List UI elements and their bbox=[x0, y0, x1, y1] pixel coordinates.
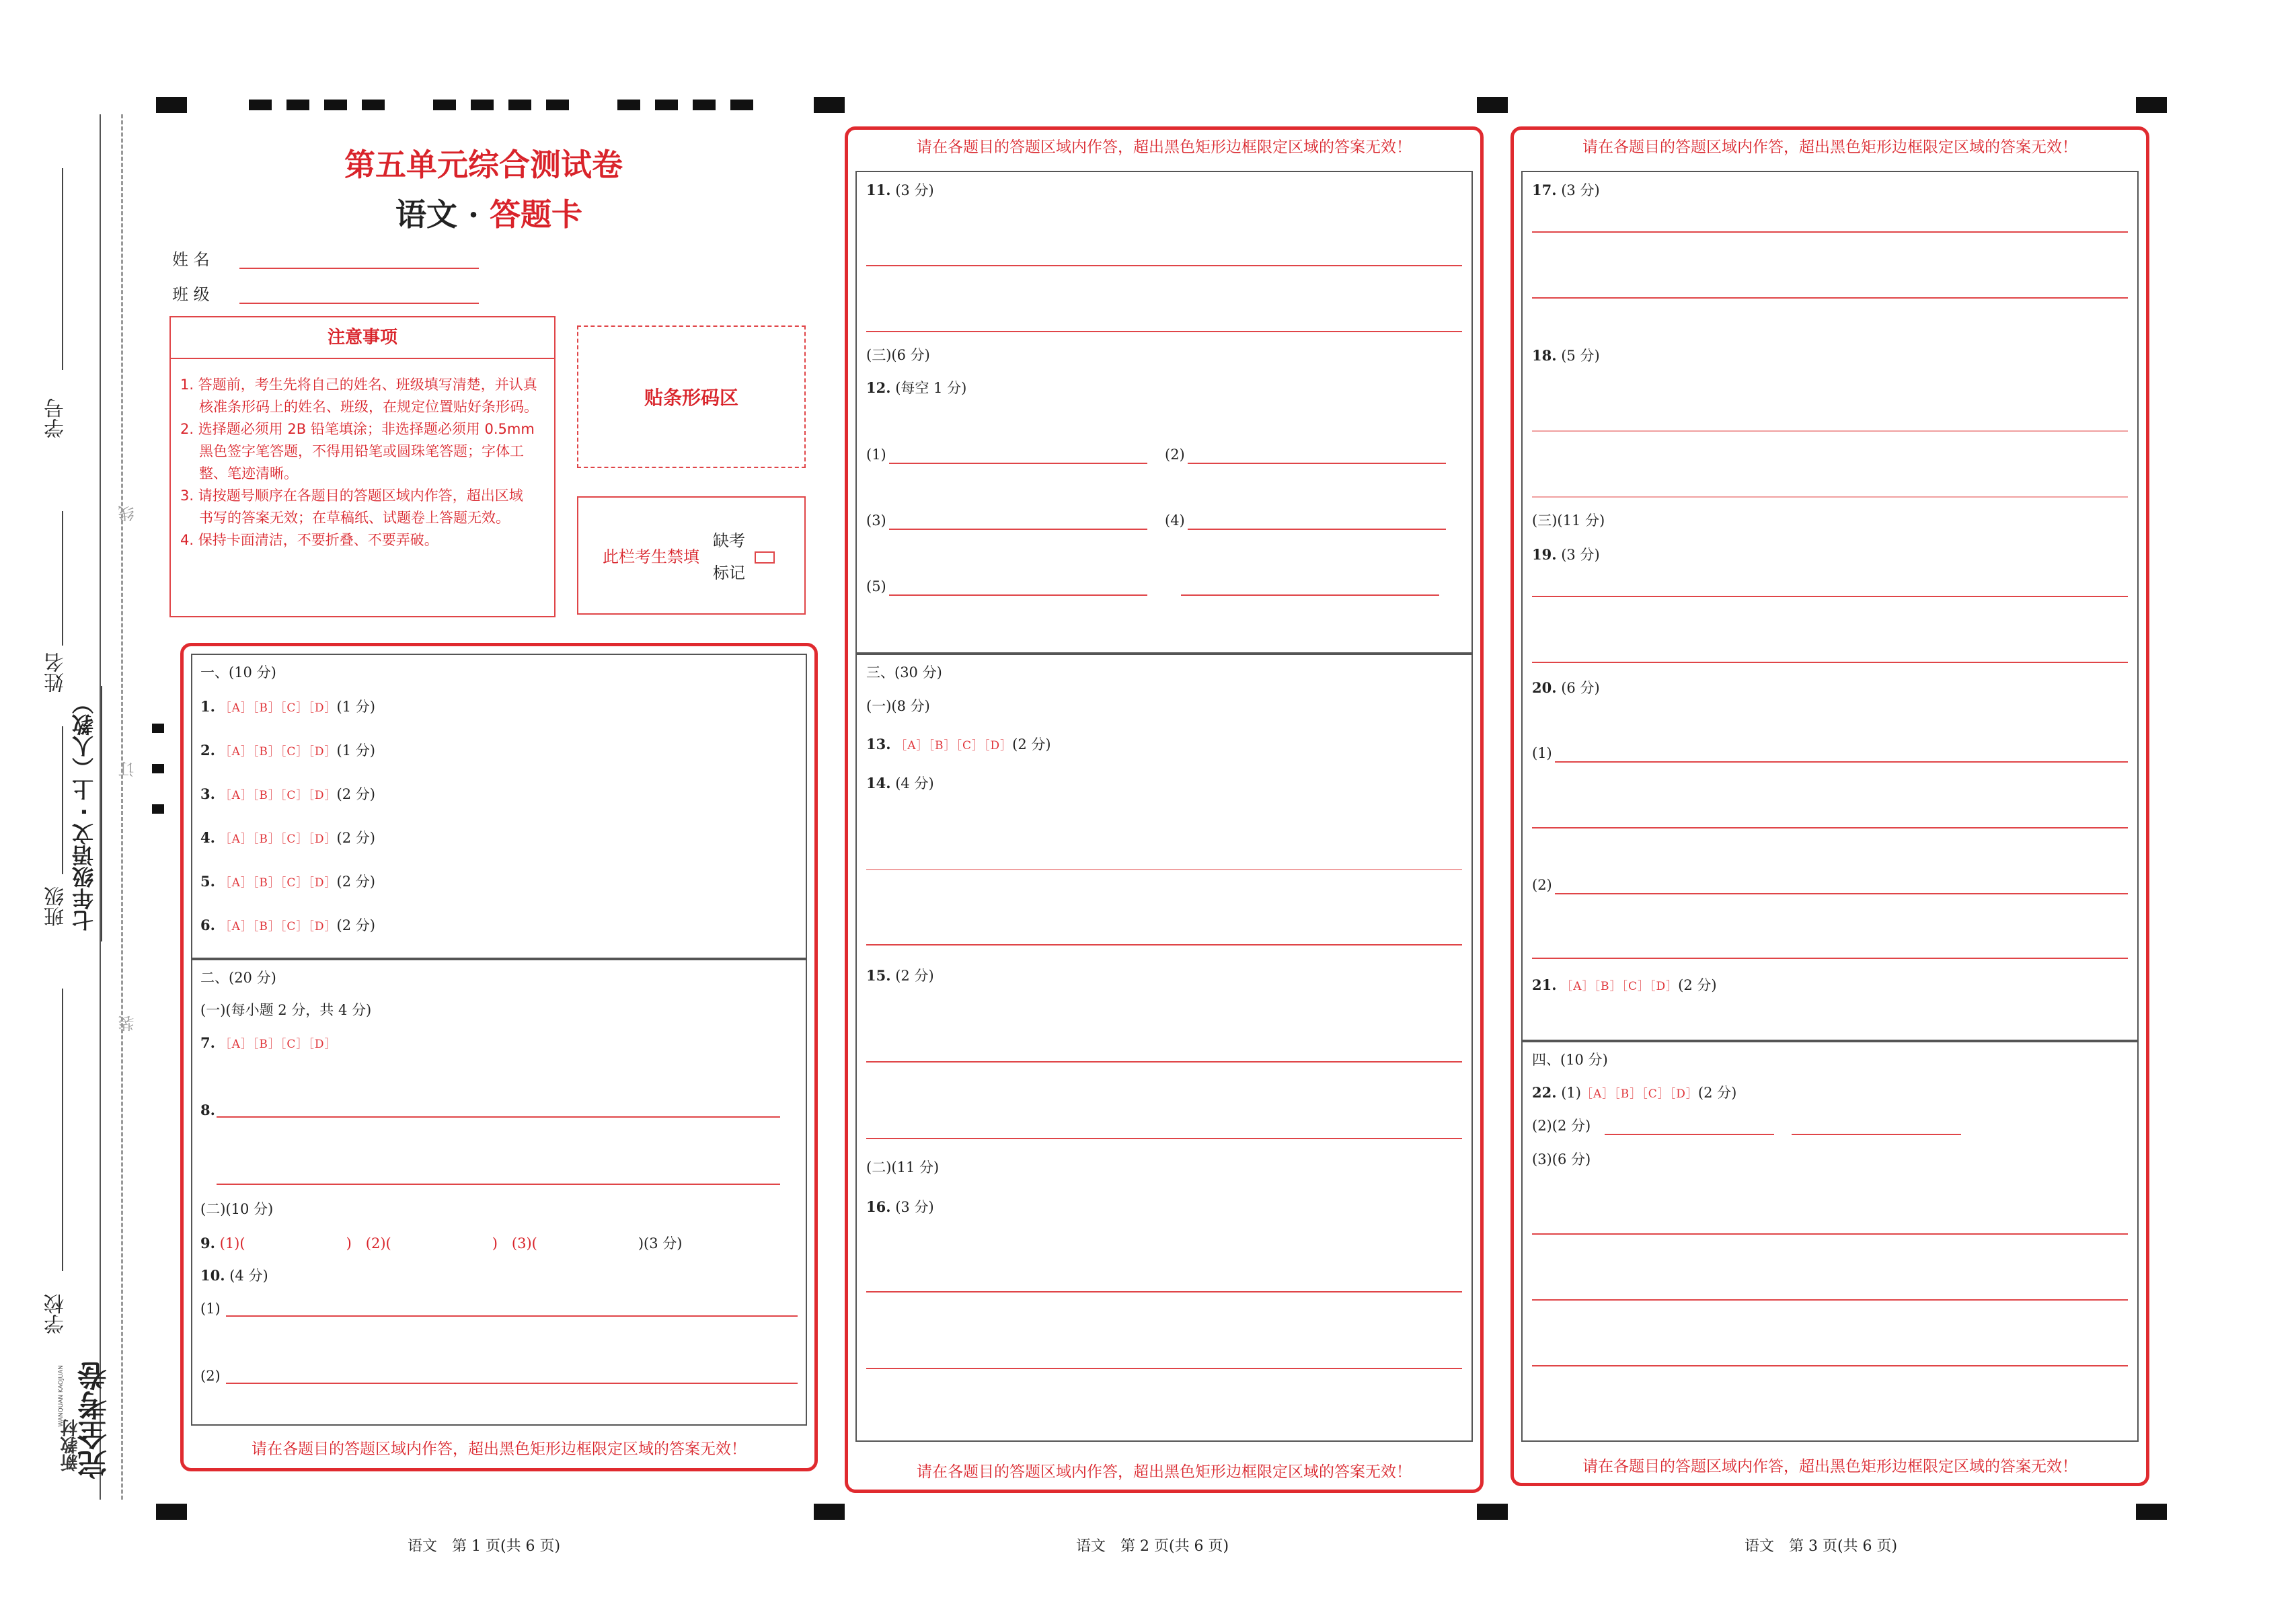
notice-item: 3. 请按题号顺序在各题目的答题区域内作答，超出区域 bbox=[180, 488, 523, 504]
page-title: 第五单元综合测试卷 bbox=[344, 147, 623, 183]
brand-logo: 完全考卷 bbox=[78, 1361, 112, 1479]
answer-line[interactable] bbox=[1532, 231, 2128, 233]
q12-row bbox=[866, 381, 966, 395]
q9-part: ) (3)( bbox=[492, 1235, 537, 1251]
registration-mark bbox=[156, 97, 187, 113]
q12-blank-4-label: (4) bbox=[1165, 512, 1185, 529]
section2-box bbox=[191, 959, 807, 1426]
q-num: 2. bbox=[200, 742, 215, 759]
barcode-area bbox=[577, 325, 806, 468]
answer-line[interactable] bbox=[1181, 594, 1439, 596]
answer-options[interactable]: ［A］［B］［C］［D］ bbox=[219, 1038, 337, 1051]
mc-row-6 bbox=[200, 918, 375, 933]
answer-options[interactable]: ［A］［B］［C］［D］ bbox=[1580, 1087, 1698, 1101]
q-score: (2 分) bbox=[1012, 736, 1051, 753]
subsection-3: (三)(6 分) bbox=[866, 347, 930, 363]
class-field[interactable] bbox=[239, 303, 479, 304]
q-num: 16. bbox=[866, 1198, 891, 1215]
q20-row bbox=[1532, 681, 1600, 695]
absent-checkbox[interactable] bbox=[755, 551, 775, 564]
q12-blank-2-label: (2) bbox=[1165, 447, 1185, 463]
notice-item: 书写的答案无效；在草稿纸、试题卷上答题无效。 bbox=[199, 510, 510, 526]
warning-text: 请在各题目的答题区域内作答，超出黑色矩形边框限定区域的答案无效！ bbox=[1582, 1458, 2077, 1475]
q16-row bbox=[866, 1200, 934, 1214]
warning-text: 请在各题目的答题区域内作答，超出黑色矩形边框限定区域的答案无效！ bbox=[1582, 139, 2077, 156]
page-footer-3: 语文 第 3 页(共 6 页) bbox=[1745, 1538, 1898, 1555]
timing-mark bbox=[152, 764, 164, 773]
name-label: 姓名 bbox=[44, 652, 68, 693]
q18-row bbox=[1532, 348, 1600, 363]
q-score: (4 分) bbox=[895, 775, 934, 792]
q-score: (3 分) bbox=[895, 182, 934, 198]
brand-small: 新教材 bbox=[61, 1419, 81, 1471]
q-num: 17. bbox=[1532, 182, 1557, 198]
page2-lower-box bbox=[855, 654, 1473, 1442]
answer-line[interactable] bbox=[1532, 1233, 2128, 1235]
timing-mark bbox=[508, 100, 531, 110]
answer-line[interactable] bbox=[889, 463, 1147, 464]
q21-row bbox=[1532, 978, 1717, 993]
q-score: (6 分) bbox=[1561, 680, 1600, 696]
subsection-1: (一)(8 分) bbox=[866, 698, 930, 714]
answer-options[interactable]: ［A］［B］［C］［D］ bbox=[219, 833, 337, 846]
q-num: 13. bbox=[866, 736, 891, 753]
q-score: (3 分) bbox=[895, 1199, 934, 1215]
absent-box bbox=[577, 496, 806, 615]
q-num: 11. bbox=[866, 182, 891, 198]
answer-line[interactable] bbox=[226, 1383, 798, 1384]
absent-mark-label-2: 标记 bbox=[713, 564, 745, 582]
q22-row bbox=[1532, 1085, 1736, 1100]
registration-mark bbox=[1477, 97, 1508, 113]
notice-item: 核准条形码上的姓名、班级，在规定位置贴好条形码。 bbox=[199, 399, 538, 415]
q-num: 1. bbox=[200, 698, 215, 715]
q14-row bbox=[866, 776, 934, 791]
page-footer-1: 语文 第 1 页(共 6 页) bbox=[408, 1538, 561, 1555]
q-num: 18. bbox=[1532, 347, 1557, 364]
timing-mark bbox=[655, 100, 678, 110]
notice-title: 注意事项 bbox=[171, 317, 554, 359]
q-num: 20. bbox=[1532, 679, 1557, 696]
answer-options[interactable]: ［A］［B］［C］［D］ bbox=[219, 920, 337, 933]
q10-part-1: (1) bbox=[200, 1301, 221, 1317]
cut-label-fold: 装 bbox=[118, 1015, 137, 1032]
q-score: (1 分) bbox=[336, 699, 375, 715]
mc-row-3 bbox=[200, 787, 375, 802]
answer-line[interactable] bbox=[226, 1315, 798, 1317]
answer-line[interactable] bbox=[866, 331, 1462, 332]
subtitle-red: 答题卡 bbox=[490, 196, 583, 233]
notice-item: 4. 保持卡面清洁，不要折叠、不要弄破。 bbox=[180, 532, 438, 548]
notice-list bbox=[171, 359, 554, 551]
answer-options[interactable]: ［A］［B］［C］［D］ bbox=[1561, 980, 1679, 993]
answer-line[interactable] bbox=[1792, 1134, 1961, 1135]
answer-line[interactable] bbox=[217, 1116, 780, 1118]
q9-part: ) (2)( bbox=[346, 1235, 391, 1251]
q13-row bbox=[866, 737, 1051, 752]
page3-upper-box bbox=[1521, 171, 2139, 1041]
notice-item: 2. 选择题必须用 2B 铅笔填涂；非选择题必须用 0.5mm bbox=[180, 421, 535, 437]
barcode-label: 贴条形码区 bbox=[644, 387, 738, 409]
notice-box bbox=[169, 316, 556, 617]
q-score: (2 分) bbox=[336, 830, 375, 846]
q-score: (2 分) bbox=[336, 874, 375, 890]
section4-title: 四、(10 分) bbox=[1532, 1052, 1608, 1068]
section1-title: 一、(10 分) bbox=[200, 664, 276, 681]
q-num: 19. bbox=[1532, 546, 1557, 563]
warning-text: 请在各题目的答题区域内作答，超出黑色矩形边框限定区域的答案无效！ bbox=[917, 139, 1412, 156]
q-score: (1 分) bbox=[336, 742, 375, 759]
q-num: 10. bbox=[200, 1267, 225, 1284]
registration-mark bbox=[814, 1504, 845, 1520]
subsection-2: (二)(10 分) bbox=[200, 1201, 274, 1217]
name-label: 姓 名 bbox=[172, 250, 210, 269]
course-underline bbox=[101, 686, 102, 941]
warning-text: 请在各题目的答题区域内作答，超出黑色矩形边框限定区域的答案无效！ bbox=[252, 1440, 747, 1458]
q17-row bbox=[1532, 183, 1600, 198]
q-score: (2 分) bbox=[336, 786, 375, 802]
subsection-2: (二)(11 分) bbox=[866, 1159, 940, 1175]
q-score: (5 分) bbox=[1561, 348, 1600, 364]
answer-line[interactable] bbox=[1605, 1134, 1774, 1135]
q9-row bbox=[200, 1236, 682, 1251]
registration-mark bbox=[2136, 97, 2167, 113]
id-label: 学号 bbox=[44, 398, 68, 438]
q12-blank-1-label: (1) bbox=[866, 447, 886, 463]
q9-part: )(3 分) bbox=[638, 1235, 683, 1251]
timing-mark bbox=[249, 100, 272, 110]
name-field[interactable] bbox=[239, 268, 479, 269]
q-num: 6. bbox=[200, 917, 215, 933]
timing-mark bbox=[324, 100, 347, 110]
q8-num: 8. bbox=[200, 1102, 215, 1118]
q11-row bbox=[866, 183, 934, 198]
answer-line[interactable] bbox=[1555, 893, 2128, 894]
answer-options[interactable]: ［A］［B］［C］［D］ bbox=[219, 876, 337, 890]
notice-item: 黑色签字笔答题，不得用铅笔或圆珠笔答题；字体工 bbox=[199, 443, 524, 459]
answer-line[interactable] bbox=[1532, 958, 2128, 959]
absent-label: 此栏考生禁填 bbox=[603, 547, 699, 566]
brand-tiny: WANQUAN KAOJUAN bbox=[58, 1365, 65, 1427]
q-num: 22. bbox=[1532, 1084, 1557, 1101]
q-num: 9. bbox=[200, 1235, 215, 1251]
q-score: (2 分) bbox=[1697, 1085, 1737, 1101]
registration-mark bbox=[1477, 1504, 1508, 1520]
answer-line[interactable] bbox=[1188, 463, 1446, 464]
timing-mark bbox=[152, 724, 164, 733]
page-subtitle bbox=[395, 196, 583, 233]
q-num: 3. bbox=[200, 785, 215, 802]
q7-row bbox=[200, 1036, 337, 1050]
answer-line[interactable] bbox=[1555, 761, 2128, 763]
class-label: 班级 bbox=[44, 886, 68, 927]
answer-line[interactable] bbox=[1532, 297, 2128, 299]
q-score: (4 分) bbox=[229, 1268, 268, 1284]
answer-line[interactable] bbox=[1532, 1299, 2128, 1301]
notice-item: 整、笔迹清晰。 bbox=[199, 465, 298, 481]
school-label: 学校 bbox=[44, 1294, 68, 1334]
id-write-line bbox=[62, 168, 63, 370]
q-num: 12. bbox=[866, 379, 891, 396]
answer-line[interactable] bbox=[217, 1184, 780, 1185]
q-num: 4. bbox=[200, 829, 215, 846]
timing-mark bbox=[546, 100, 569, 110]
q-num: 14. bbox=[866, 775, 891, 792]
timing-mark bbox=[152, 804, 164, 814]
page2-upper-box bbox=[855, 171, 1473, 654]
timing-mark bbox=[471, 100, 494, 110]
q22-part-3: (3)(6 分) bbox=[1532, 1151, 1591, 1167]
q-score: (3 分) bbox=[1561, 182, 1600, 198]
q12-blank-5-label: (5) bbox=[866, 578, 886, 594]
section2-title: 二、(20 分) bbox=[200, 970, 276, 986]
page3-lower-box bbox=[1521, 1041, 2139, 1442]
answer-line[interactable] bbox=[866, 1138, 1462, 1139]
q-score: (2 分) bbox=[1678, 977, 1717, 993]
q9-part: (1)( bbox=[219, 1235, 245, 1251]
answer-line[interactable] bbox=[866, 265, 1462, 266]
section3-title: 三、(30 分) bbox=[866, 664, 942, 681]
q-num: 15. bbox=[866, 967, 891, 984]
q-num: 21. bbox=[1532, 976, 1557, 993]
q-score: (每空 1 分) bbox=[895, 380, 967, 396]
mc-row-4 bbox=[200, 831, 375, 845]
subsection-3: (三)(11 分) bbox=[1532, 512, 1605, 529]
answer-line[interactable] bbox=[1532, 496, 2128, 498]
answer-line[interactable] bbox=[866, 869, 1462, 870]
registration-mark bbox=[156, 1504, 187, 1520]
answer-line[interactable] bbox=[889, 529, 1147, 530]
answer-line[interactable] bbox=[889, 594, 1147, 596]
timing-mark bbox=[693, 100, 716, 110]
timing-mark bbox=[730, 100, 753, 110]
q10-row bbox=[200, 1268, 268, 1283]
q19-row bbox=[1532, 547, 1600, 562]
course-label: 七年级语文 · 上（人教） bbox=[71, 693, 97, 931]
q-score: (3 分) bbox=[1561, 547, 1600, 563]
timing-mark bbox=[433, 100, 456, 110]
answer-options[interactable]: ［A］［B］［C］［D］ bbox=[219, 789, 337, 802]
q-num: 5. bbox=[200, 873, 215, 890]
answer-line[interactable] bbox=[866, 1368, 1462, 1369]
subsection-1: (一)(每小题 2 分，共 4 分) bbox=[200, 1002, 372, 1018]
answer-options[interactable]: ［A］［B］［C］［D］ bbox=[219, 701, 337, 715]
answer-line[interactable] bbox=[1532, 1365, 2128, 1366]
name-write-line bbox=[62, 511, 63, 646]
class-write-line bbox=[62, 726, 63, 874]
mc-row-1 bbox=[200, 699, 375, 714]
q22-part-1: (1) bbox=[1561, 1085, 1581, 1101]
q-score: (2 分) bbox=[895, 968, 934, 984]
q22-part-2: (2)(2 分) bbox=[1532, 1118, 1591, 1134]
notice-item: 1. 答题前，考生先将自己的姓名、班级填写清楚，并认真 bbox=[180, 377, 537, 393]
timing-mark bbox=[362, 100, 385, 110]
registration-mark bbox=[814, 97, 845, 113]
page-footer-2: 语文 第 2 页(共 6 页) bbox=[1076, 1538, 1229, 1555]
timing-mark bbox=[286, 100, 309, 110]
cut-line bbox=[121, 114, 123, 1500]
answer-options[interactable]: ［A］［B］［C］［D］ bbox=[895, 739, 1013, 753]
subtitle-prefix: 语文 · bbox=[395, 196, 490, 233]
answer-line[interactable] bbox=[1532, 596, 2128, 597]
answer-line[interactable] bbox=[1532, 827, 2128, 828]
answer-line[interactable] bbox=[866, 1061, 1462, 1063]
timing-mark bbox=[617, 100, 640, 110]
q20-part-2: (2) bbox=[1532, 877, 1552, 893]
q10-part-2: (2) bbox=[200, 1368, 221, 1384]
answer-line[interactable] bbox=[1532, 662, 2128, 663]
q12-blank-3-label: (3) bbox=[866, 512, 886, 529]
mc-row-5 bbox=[200, 874, 375, 889]
q20-part-1: (1) bbox=[1532, 745, 1552, 761]
answer-line[interactable] bbox=[1188, 529, 1446, 530]
q15-row bbox=[866, 968, 934, 983]
cut-label-bind: 订 bbox=[118, 761, 137, 777]
absent-mark-label-1: 缺考 bbox=[713, 531, 745, 550]
cut-label-line: 线 bbox=[118, 506, 137, 522]
warning-text: 请在各题目的答题区域内作答，超出黑色矩形边框限定区域的答案无效！ bbox=[917, 1463, 1412, 1481]
answer-line[interactable] bbox=[1532, 430, 2128, 432]
answer-line[interactable] bbox=[866, 944, 1462, 946]
school-write-line bbox=[62, 989, 63, 1271]
answer-line[interactable] bbox=[866, 1291, 1462, 1293]
mc-row-2 bbox=[200, 743, 375, 758]
registration-mark bbox=[2136, 1504, 2167, 1520]
answer-options[interactable]: ［A］［B］［C］［D］ bbox=[219, 745, 337, 759]
class-label: 班 级 bbox=[172, 285, 210, 304]
q-score: (2 分) bbox=[336, 917, 375, 933]
q-num: 7. bbox=[200, 1034, 215, 1051]
